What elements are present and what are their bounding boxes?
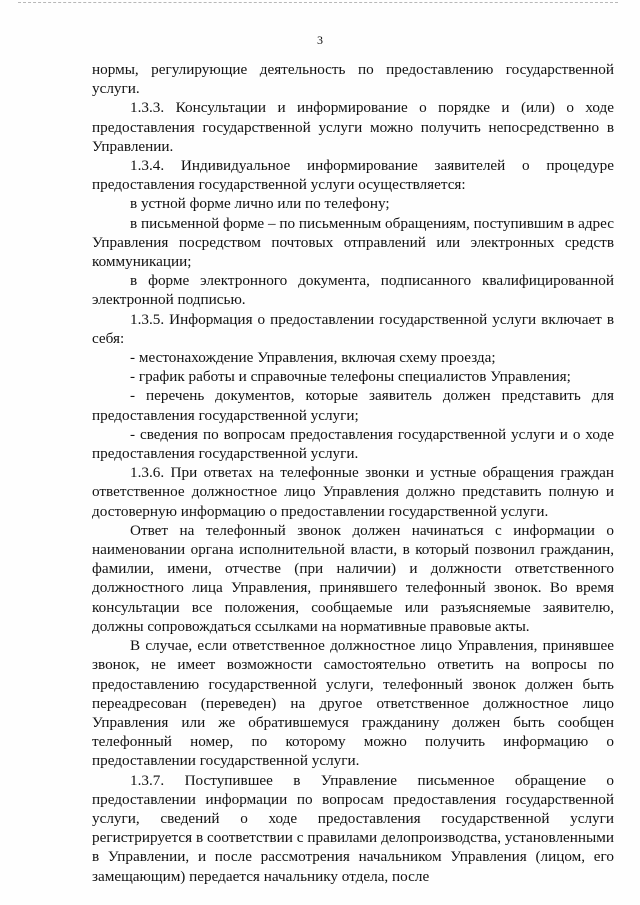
document-body [92, 60, 614, 886]
list-item: - график работы и справочные телефоны специалистов Управления; [130, 368, 571, 386]
list-item: - перечень документов, которые заявитель должен представить для предоставления государственной услуги; [92, 387, 614, 424]
list-item: - сведения по вопросам предоставления государственной услуги и о ходе предоставления государственной услуги. [92, 425, 614, 463]
paragraph: Ответ на телефонный звонок должен начинаться с информации о наименовании органа исполнительной власти, в который позвонил гражданин, фамилии, имени, отчестве (при наличии) и должности ответственного должностного лица Управления, принявшего телефонный звонок. Во время консультации все положения, сообщаемые или разъясняемые заявителю, должны сопровождаться ссылками на нормативные правовые акты. [92, 521, 614, 635]
paragraph: в устной форме лично или по телефону; [130, 195, 390, 213]
page-number: 3 [317, 33, 323, 47]
paragraph: 1.3.7. Поступившее в Управление письменное обращение о предоставлении информации по вопросам предоставления государственной услуги, сведений о ходе предоставления государственной услуги регистрируется в соответствии с правилами делопроизводства, установленными в Управлении, и после рассмотрения начальником Управления (лицом, его замещающим) передается начальнику отдела, после [92, 771, 614, 885]
paragraph: В случае, если ответственное должностное лицо Управления, принявшее звонок, не имеет возможности самостоятельно ответить на вопросы по предоставлению государственной услуги, телефонный звонок должен быть переадресован (переведен) на другое ответственное должностное лицо Управления или же обратившемуся гражданину должен быть сообщен телефонный номер, по которому можно получить информацию о предоставлении государственной услуги. [92, 637, 614, 770]
paragraph: 1.3.6. При ответах на телефонные звонки и устные обращения граждан ответственное должностное лицо Управления должно представить полную и достоверную информацию о предоставлении государственной услуги. [92, 464, 614, 520]
scan-edge-line [18, 2, 618, 4]
paragraph: в письменной форме – по письменным обращениям, поступившим в адрес Управления посредством почтовых отправлений или электронных средств коммуникации; [92, 214, 614, 271]
paragraph: 1.3.5. Информация о предоставлении государственной услуги включает в себя: [92, 310, 614, 347]
paragraph: 1.3.3. Консультации и информирование о порядке и (или) о ходе предоставления государственной услуги можно получить непосредственно в Управлении. [92, 99, 614, 155]
paragraph: нормы, регулирующие деятельность по предоставлению государственной услуги. [92, 61, 614, 98]
list-item: - местонахождение Управления, включая схему проезда; [130, 349, 496, 367]
paragraph: в форме электронного документа, подписанного квалифицированной электронной подписью. [92, 272, 614, 309]
paragraph: 1.3.4. Индивидуальное информирование заявителей о процедуре предоставления государственной услуги осуществляется: [92, 157, 614, 194]
